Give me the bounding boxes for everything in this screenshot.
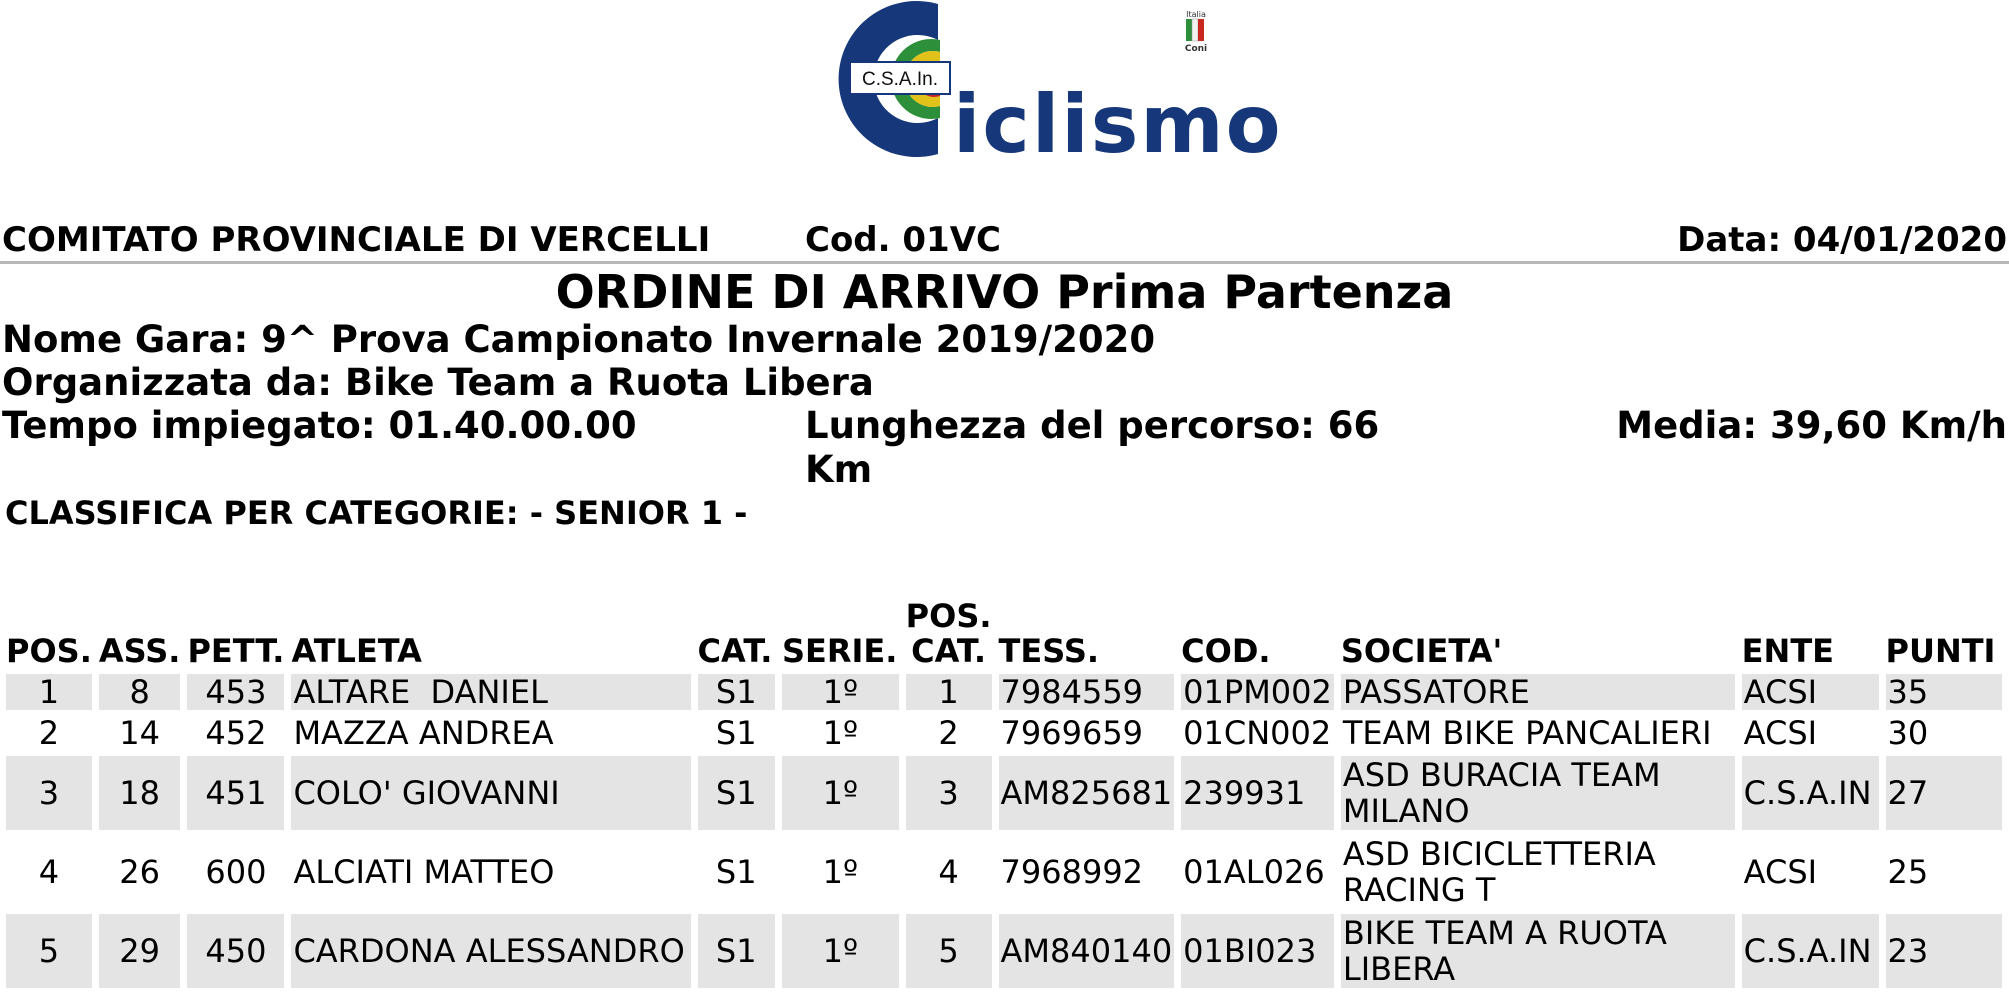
cell-atleta: COLO' GIOVANNI <box>291 756 690 830</box>
col-header-cod: COD. <box>1181 632 1271 670</box>
cell-serie: 1º <box>782 914 899 988</box>
table-row <box>6 715 2002 751</box>
header-divider <box>0 261 2009 264</box>
col-header-societa: SOCIETA' <box>1340 632 1503 670</box>
cell-pos: 4 <box>6 835 92 909</box>
cell-atleta: CARDONA ALESSANDRO <box>291 914 690 988</box>
cell-pos: 2 <box>6 715 92 751</box>
committee-name: COMITATO PROVINCIALE DI VERCELLI <box>2 220 711 260</box>
coni-emblem-label: Coni <box>1184 44 1208 54</box>
cell-tess: AM840140 <box>999 914 1175 988</box>
cell-pos-cat: 2 <box>906 715 992 751</box>
coni-emblem-top: Italia <box>1186 10 1206 19</box>
cell-pos-cat: 5 <box>906 914 992 988</box>
cell-cat: S1 <box>698 715 775 751</box>
col-header-ente: ENTE <box>1741 632 1834 670</box>
category-heading: CLASSIFICA PER CATEGORIE: - SENIOR 1 - <box>5 494 748 532</box>
elapsed-time: Tempo impiegato: 01.40.00.00 <box>2 404 637 447</box>
cell-punti: 23 <box>1886 914 2003 988</box>
cell-cod: 01AL026 <box>1181 835 1334 909</box>
col-header-punti: PUNTI <box>1885 632 1996 670</box>
course-length: Lunghezza del percorso: 66 Km <box>805 404 1380 491</box>
col-header-ass: ASS. <box>98 632 181 670</box>
cell-pett: 453 <box>187 674 284 710</box>
csain-badge-text: C.S.A.In. <box>861 69 939 90</box>
cell-ass: 8 <box>99 674 181 710</box>
cell-serie: 1º <box>782 715 899 751</box>
cell-cat: S1 <box>698 756 775 830</box>
cell-ente: ACSI <box>1742 715 1879 751</box>
cell-ass: 26 <box>99 835 181 909</box>
organizer: Organizzata da: Bike Team a Ruota Libera <box>2 361 874 404</box>
cell-pett: 452 <box>187 715 284 751</box>
table-row <box>6 835 2002 909</box>
cell-tess: AM825681 <box>999 756 1175 830</box>
cell-ente: ACSI <box>1742 835 1879 909</box>
col-header-pett: PETT. <box>187 632 285 670</box>
results-table <box>0 594 2009 993</box>
cell-societa: PASSATORE <box>1341 674 1735 710</box>
average-speed: Media: 39,60 Km/h <box>1616 404 2007 447</box>
cell-cod: 01BI023 <box>1181 914 1334 988</box>
cell-serie: 1º <box>782 674 899 710</box>
cell-cat: S1 <box>698 914 775 988</box>
cell-atleta: ALTARE DANIEL <box>291 674 690 710</box>
cell-ente: ACSI <box>1742 674 1879 710</box>
cell-tess: 7968992 <box>999 835 1175 909</box>
cell-pett: 600 <box>187 835 284 909</box>
col-header-pos: POS. <box>6 632 92 670</box>
cell-societa: ASD BURACIA TEAM MILANO <box>1341 756 1735 830</box>
cell-ass: 18 <box>99 756 181 830</box>
report-title: ORDINE DI ARRIVO Prima Partenza <box>555 265 1454 319</box>
table-header-row <box>6 599 2002 669</box>
cell-serie: 1º <box>782 756 899 830</box>
cell-pos: 1 <box>6 674 92 710</box>
table-row <box>6 674 2002 710</box>
col-header-cat: CAT. <box>697 632 773 670</box>
cell-pos: 5 <box>6 914 92 988</box>
cell-serie: 1º <box>782 835 899 909</box>
cell-cat: S1 <box>698 835 775 909</box>
cell-pett: 451 <box>187 756 284 830</box>
race-date: Data: 04/01/2020 <box>1677 220 2007 260</box>
ciclismo-logo <box>788 0 1283 171</box>
col-header-pos-cat: POS. CAT. <box>905 597 992 670</box>
cell-cat: S1 <box>698 674 775 710</box>
cell-ass: 14 <box>99 715 181 751</box>
cell-ente: C.S.A.IN <box>1742 914 1879 988</box>
cell-atleta: MAZZA ANDREA <box>291 715 690 751</box>
cell-societa: ASD BICICLETTERIA RACING T <box>1341 835 1735 909</box>
cell-pett: 450 <box>187 914 284 988</box>
cell-punti: 30 <box>1886 715 2003 751</box>
ciclismo-logo-graphic <box>788 0 1283 171</box>
cell-punti: 35 <box>1886 674 2003 710</box>
cell-pos-cat: 4 <box>906 835 992 909</box>
cell-tess: 7984559 <box>999 674 1175 710</box>
cell-cod: 01PM002 <box>1183 673 1332 711</box>
table-row <box>6 914 2002 988</box>
cell-societa: BIKE TEAM A RUOTA LIBERA <box>1341 914 1735 988</box>
table-row <box>6 756 2002 830</box>
col-header-serie: SERIE. <box>781 632 898 670</box>
cell-ente: C.S.A.IN <box>1742 756 1879 830</box>
cell-cod: 01CN002 <box>1181 715 1334 751</box>
cell-pos-cat: 1 <box>906 674 992 710</box>
cell-cod: 239931 <box>1181 756 1334 830</box>
col-header-atleta: ATLETA <box>291 632 422 670</box>
cell-societa: TEAM BIKE PANCALIERI <box>1341 715 1735 751</box>
col-header-tess: TESS. <box>998 632 1100 670</box>
cell-pos: 3 <box>6 756 92 830</box>
cell-pos-cat: 3 <box>906 756 992 830</box>
cell-atleta: ALCIATI MATTEO <box>291 835 690 909</box>
cell-punti: 25 <box>1886 835 2003 909</box>
coni-emblem <box>1185 10 1207 54</box>
race-name: Nome Gara: 9^ Prova Campionato Invernale 2019/2020 <box>2 318 1156 361</box>
committee-code: Cod. 01VC <box>805 220 1001 260</box>
cell-ass: 29 <box>99 914 181 988</box>
cell-punti: 27 <box>1886 756 2003 830</box>
cell-tess: 7969659 <box>999 715 1175 751</box>
ciclismo-wordmark: iclismo <box>953 78 1283 171</box>
